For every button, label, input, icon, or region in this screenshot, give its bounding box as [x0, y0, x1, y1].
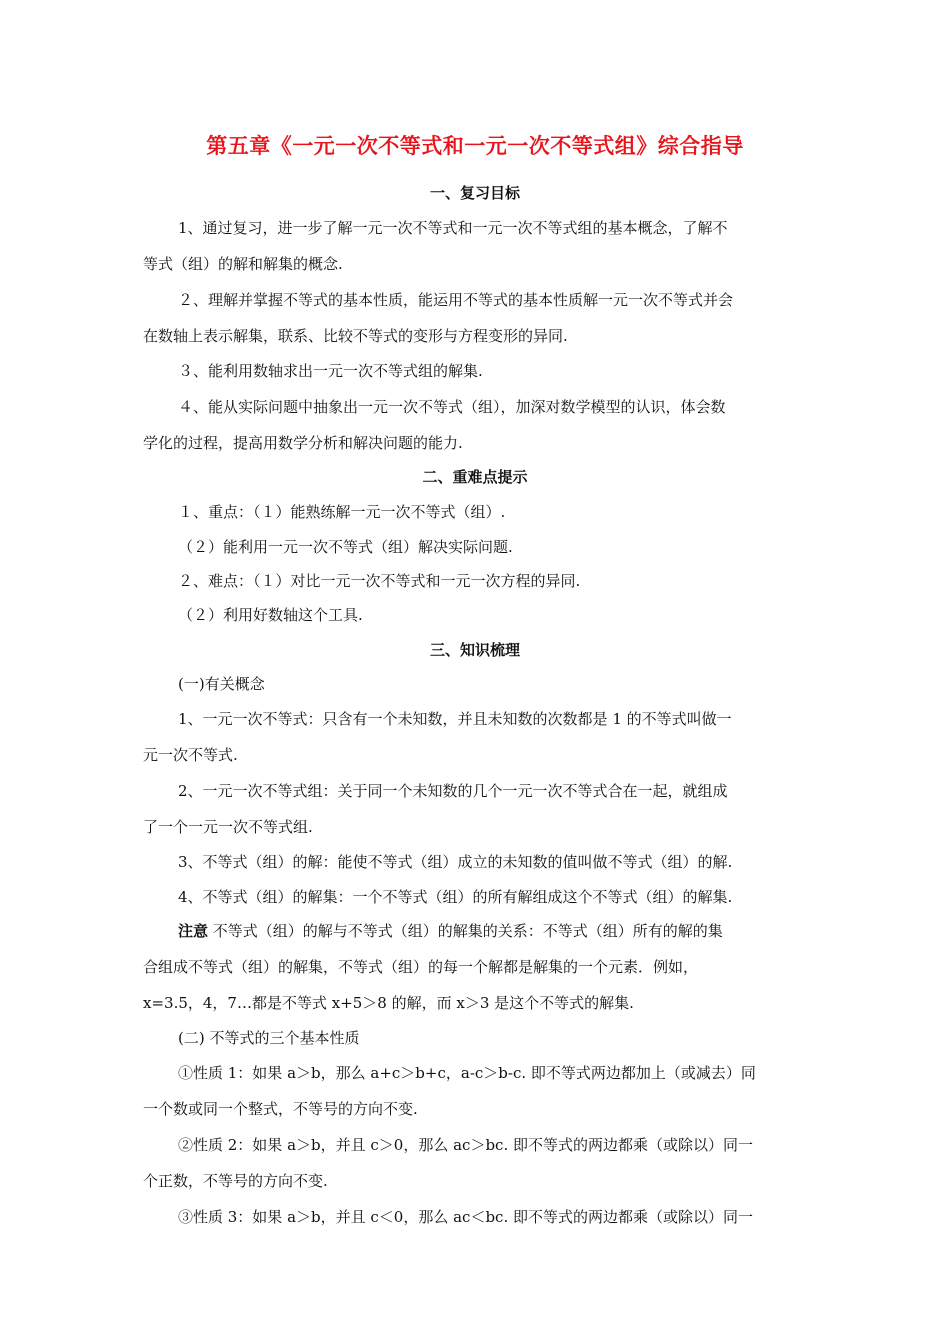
section-heading-knowledge-review: 三、知识梳理: [429, 641, 520, 659]
document-title: 第五章《一元一次不等式和一元一次不等式组》综合指导: [206, 134, 744, 158]
paragraph-line: 等式（组）的解和解集的概念.: [143, 255, 343, 273]
paragraph-line: 一个数或同一个整式，不等号的方向不变.: [143, 1100, 418, 1118]
paragraph-line: （２）能利用一元一次不等式（组）解决实际问题.: [178, 538, 513, 556]
paragraph-line: 2、一元一次不等式组：关于同一个未知数的几个一元一次不等式合在一起，就组成: [178, 782, 728, 800]
paragraph-line: ３、能利用数轴求出一元一次不等式组的解集.: [178, 362, 483, 380]
note-text: 不等式（组）的解与不等式（组）的解集的关系：不等式（组）所有的解的集: [208, 922, 723, 940]
paragraph-line: 在数轴上表示解集，联系、比较不等式的变形与方程变形的异同.: [143, 327, 568, 345]
subsection-heading: (二) 不等式的三个基本性质: [178, 1029, 360, 1047]
section-heading-review-goals: 一、复习目标: [429, 184, 520, 202]
paragraph-line: 个正数，不等号的方向不变.: [143, 1172, 328, 1190]
paragraph-line: ２、理解并掌握不等式的基本性质，能运用不等式的基本性质解一元一次不等式并会: [178, 291, 734, 309]
paragraph-line: ２、难点：（１）对比一元一次不等式和一元一次方程的异同.: [178, 572, 581, 590]
paragraph-line: ③性质 3：如果 a＞b，并且 c＜0，那么 ac＜bc. 即不等式的两边都乘（或除以）同一: [178, 1208, 753, 1226]
paragraph-line: 3、不等式（组）的解：能使不等式（组）成立的未知数的值叫做不等式（组）的解.: [178, 853, 733, 871]
paragraph-line: （２）利用好数轴这个工具.: [178, 606, 363, 624]
note-line: [178, 921, 723, 941]
paragraph-line: 1、一元一次不等式：只含有一个未知数，并且未知数的次数都是 1 的不等式叫做一: [178, 710, 732, 728]
paragraph-line: 合组成不等式（组）的解集，不等式（组）的每一个解都是解集的一个元素．例如，: [143, 958, 699, 976]
paragraph-line: 4、不等式（组）的解集：一个不等式（组）的所有解组成这个不等式（组）的解集.: [178, 888, 733, 906]
paragraph-line: 学化的过程，提高用数学分析和解决问题的能力.: [143, 434, 463, 452]
paragraph-line: ②性质 2：如果 a＞b，并且 c＞0，那么 ac＞bc. 即不等式的两边都乘（或除以）同一: [178, 1136, 753, 1154]
note-label: 注意: [178, 922, 209, 940]
paragraph-line: 1、通过复习，进一步了解一元一次不等式和一元一次不等式组的基本概念，了解不: [178, 219, 728, 237]
paragraph-line: x=3.5，4，7…都是不等式 x+5＞8 的解，而 x＞3 是这个不等式的解集.: [143, 994, 634, 1012]
subsection-heading: (一)有关概念: [178, 675, 265, 693]
paragraph-line: 元一次不等式.: [143, 746, 238, 764]
paragraph-line: １、重点：（１）能熟练解一元一次不等式（组）.: [178, 503, 506, 521]
paragraph-line: 了一个一元一次不等式组.: [143, 818, 313, 836]
paragraph-line: ①性质 1：如果 a＞b，那么 a+c＞b+c，a-c＞b-c. 即不等式两边都加上（或减去）同: [178, 1064, 756, 1082]
paragraph-line: ４、能从实际问题中抽象出一元一次不等式（组），加深对数学模型的认识，体会数: [178, 398, 726, 416]
section-heading-key-points: 二、重难点提示: [422, 468, 528, 486]
